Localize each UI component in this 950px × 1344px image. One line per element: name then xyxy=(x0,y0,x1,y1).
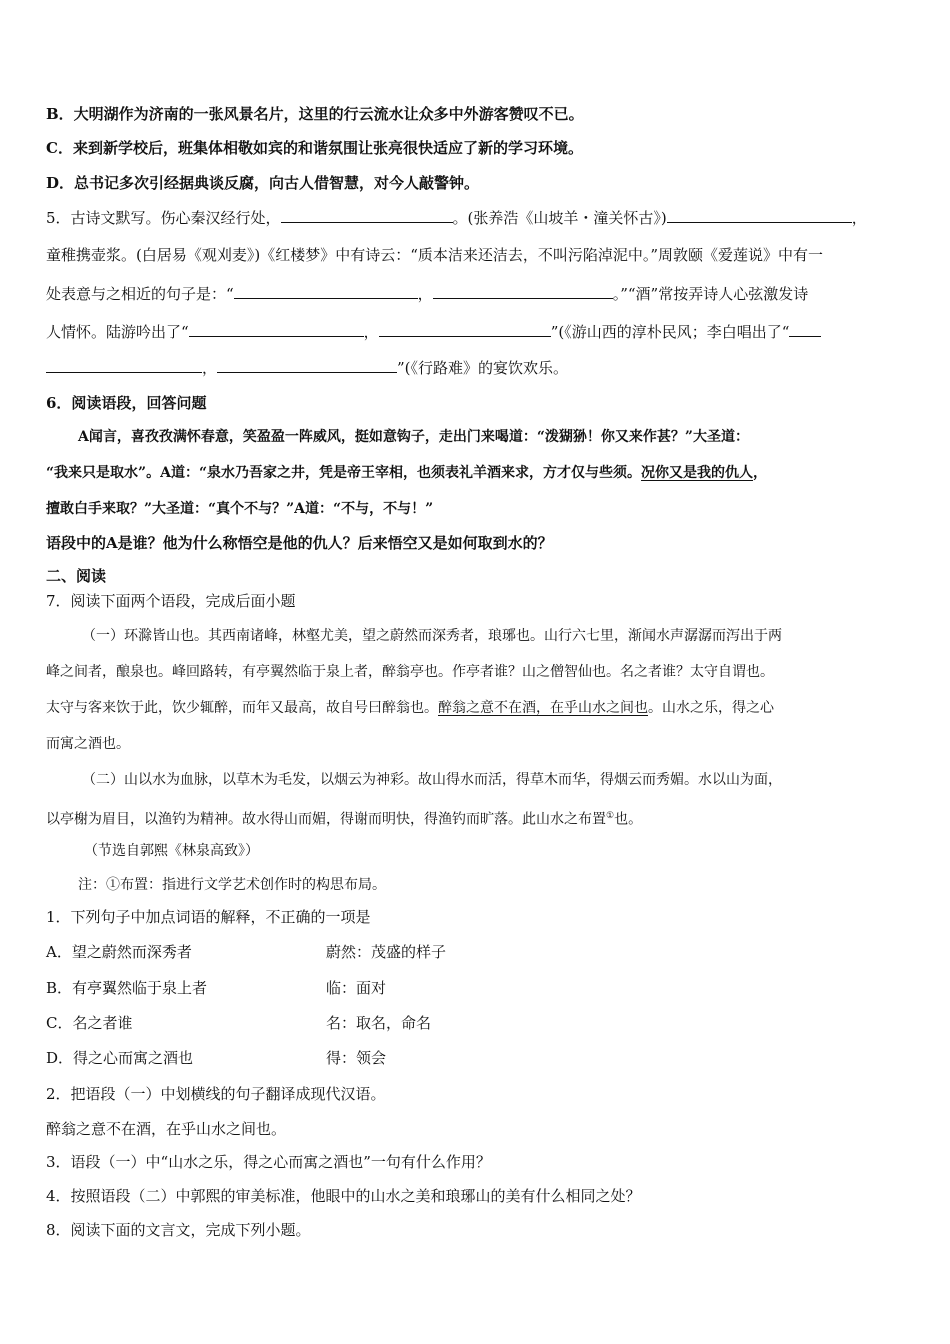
sub1-option-d-gloss: 得：领会 xyxy=(326,1049,387,1067)
answer-blank xyxy=(46,358,202,373)
passage-1-line-4: 而寓之酒也。 xyxy=(46,736,130,752)
passage-2-line-2: 以亭榭为眉目，以渔钓为精神。故水得山而媚，得谢而明快，得渔钓而旷落。此山水之布置①也。 xyxy=(46,811,643,828)
option-c: C．来到新学校后，班集体相敬如宾的和谐氛围让张亮很快适应了新的学习环境。 xyxy=(46,139,583,157)
sub-question-2-title: 2．把语段（一）中划横线的句子翻译成现代汉语。 xyxy=(46,1085,386,1103)
passage-1-line-3: 太守与客来饮于此，饮少辄醉，而年又最高，故自号曰醉翁也。醉翁之意不在酒，在乎山水之间也。山水之乐，得之心 xyxy=(46,700,774,716)
q6-title: 6．阅读语段，回答问题 xyxy=(46,394,207,412)
passage-1-line-1: （一）环滁皆山也。其西南诸峰，林壑尤美，望之蔚然而深秀者，琅琊也。山行六七里，渐闻水声潺潺而泻出于两 xyxy=(82,628,782,644)
passage-2-line-1: （二）山以水为血脉，以草木为毛发，以烟云为神彩。故山得水而活，得草木而华，得烟云而秀媚。水以山为面， xyxy=(82,772,782,788)
underlined-sentence: 况你又是我的仇人 xyxy=(641,465,754,481)
q6-paragraph-line-2: “我来只是取水”。A道：“泉水乃吾家之井，凭是帝王宰相，也须表礼羊酒来求，方才仅与些须。况你又是我的仇人， xyxy=(46,465,768,481)
option-d: D．总书记多次引经据典谈反腐，向古人借智慧，对今人敲警钟。 xyxy=(46,174,480,192)
answer-blank xyxy=(217,358,397,373)
answer-blank xyxy=(281,208,453,223)
answer-blank xyxy=(379,322,551,337)
answer-blank xyxy=(667,208,852,223)
section-heading: 二、阅读 xyxy=(46,567,107,585)
sub1-option-c: C．名之者谁 xyxy=(46,1014,133,1032)
answer-blank xyxy=(234,284,418,299)
footnote-marker: ① xyxy=(606,811,615,821)
sub1-option-a: A．望之蔚然而深秀者 xyxy=(46,943,192,961)
q7-title: 7．阅读下面两个语段，完成后面小题 xyxy=(46,592,296,610)
sub1-option-b-gloss: 临：面对 xyxy=(326,979,387,997)
answer-blank xyxy=(433,284,613,299)
answer-blank xyxy=(189,322,364,337)
sub-question-3: 3．语段（一）中“山水之乐，得之心而寓之酒也”一句有什么作用？ xyxy=(46,1153,491,1171)
sub1-option-a-gloss: 蔚然：茂盛的样子 xyxy=(326,943,447,961)
q8-title: 8．阅读下面的文言文，完成下列小题。 xyxy=(46,1221,311,1239)
passage-1-line-2: 峰之间者，酿泉也。峰回路转，有亭翼然临于泉上者，醉翁亭也。作亭者谁？山之僧智仙也。名之者谁？太守自谓也。 xyxy=(46,664,774,680)
footnote: 注：①布置：指进行文学艺术创作时的构思布局。 xyxy=(78,877,386,893)
q5-line-3: 处表意与之相近的句子是：“ ， 。”“酒”常按弄诗人心弦激发诗 xyxy=(46,285,809,303)
sub1-option-b: B．有亭翼然临于泉上者 xyxy=(46,979,208,997)
q6-paragraph-line-1: A闻言，喜孜孜满怀春意，笑盈盈一阵威风，挺如意钩子，走出门来喝道：“泼猢狲！你又来作甚？”大圣道： xyxy=(78,429,749,445)
q5-line-5: ， ”(《行路难》的宴饮欢乐。 xyxy=(46,358,568,378)
q5-line-1: 5．古诗文默写。伤心秦汉经行处， 。(张养浩《山坡羊・潼关怀古》) ， xyxy=(46,209,867,227)
sub-question-4: 4．按照语段（二）中郭熙的审美标准，他眼中的山水之美和琅琊山的美有什么相同之处？ xyxy=(46,1187,641,1205)
q5-line-4: 人情怀。陆游吟出了“ ， ”(《游山西的淳朴民风；李白唱出了“ xyxy=(46,322,821,342)
sub-question-2-sentence: 醉翁之意不在酒，在乎山水之间也。 xyxy=(46,1120,287,1138)
sub1-option-d: D．得之心而寓之酒也 xyxy=(46,1049,194,1067)
answer-blank xyxy=(789,322,821,337)
q6-question: 语段中的A是谁？他为什么称悟空是他的仇人？后来悟空又是如何取到水的？ xyxy=(46,534,553,552)
q5-line-2: 童稚携壶浆。(白居易《观刈麦》)《红楼梦》中有诗云：“质本洁来还洁去，不叫污陷淖泥中。”周敦颐《爱莲说》中有一 xyxy=(46,246,824,264)
sub-question-1-title: 1．下列句子中加点词语的解释，不正确的一项是 xyxy=(46,908,371,926)
q6-paragraph-line-3: 擅敢白手来取？”大圣道：“真个不与？”A道：“不与，不与！” xyxy=(46,501,434,517)
sub1-option-c-gloss: 名：取名，命名 xyxy=(326,1014,432,1032)
option-b: B．大明湖作为济南的一张风景名片，这里的行云流水让众多中外游客赞叹不已。 xyxy=(46,105,584,123)
passage-source: （节选自郭熙《林泉高致》） xyxy=(84,843,259,859)
underlined-sentence: 醉翁之意不在酒，在乎山水之间也 xyxy=(438,700,648,716)
